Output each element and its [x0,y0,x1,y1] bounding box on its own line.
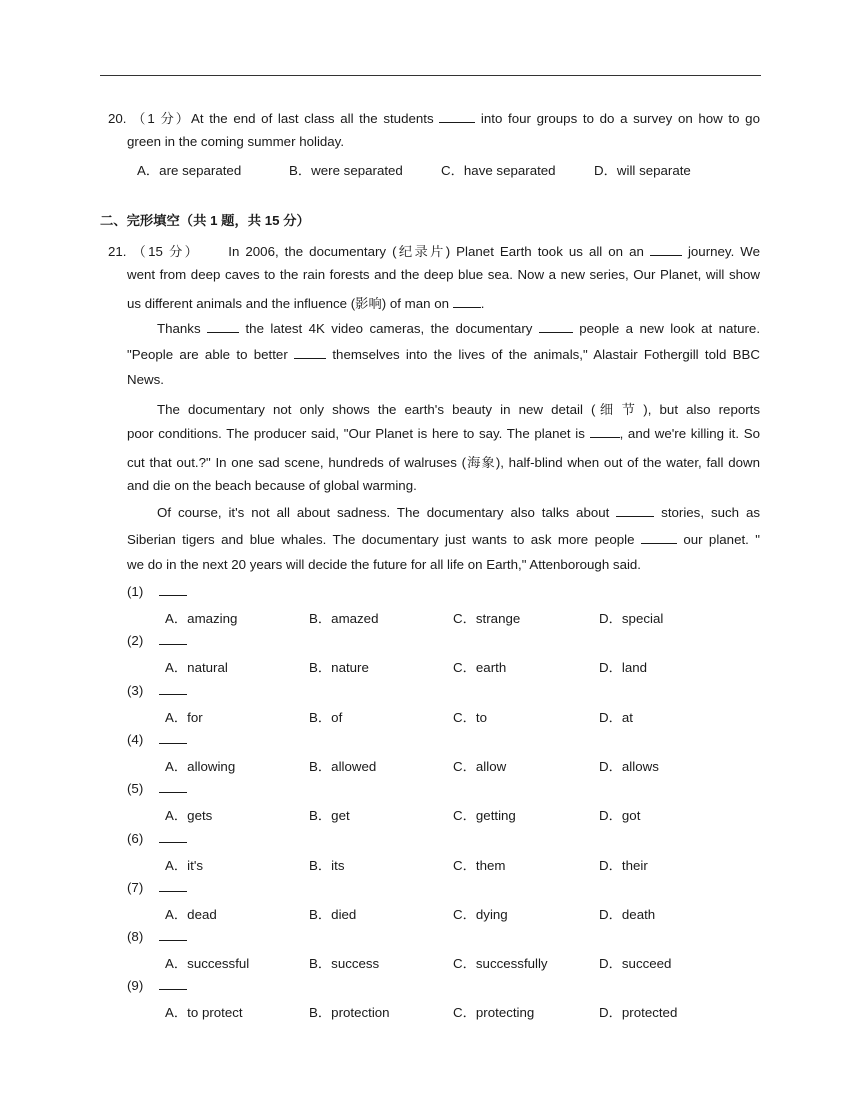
item-number [127,780,187,796]
option-text: dying [475,906,508,922]
item-option-a[interactable] [165,707,203,726]
q20-option-a[interactable] [137,160,241,179]
option-letter: B． [309,1005,332,1021]
option-letter: B． [309,808,332,824]
option-letter: A． [165,808,188,824]
option-text: amazed [331,611,379,626]
option-text: allowing [187,758,236,774]
blank-8[interactable] [641,531,677,544]
option-letter: B． [309,857,332,873]
option-letter: C． [453,1005,476,1021]
blank-2[interactable] [453,295,481,308]
item-answer-blank[interactable] [159,830,187,843]
q21-p3-line4: and die on the beach because of global warming. [127,478,417,493]
item-option-a[interactable] [165,953,249,972]
passage-chinese-gloss: 海象 [466,456,496,471]
option-letter: C． [441,163,464,178]
option-letter: A． [137,163,160,178]
option-text: earth [475,660,507,676]
q20-option-d[interactable] [594,160,691,179]
option-letter: D． [599,956,622,972]
option-text: its [331,857,345,873]
item-option-b[interactable] [309,855,344,874]
item-answer-blank[interactable] [159,583,187,596]
q21-p1-line2: went from deep caves to the rain forests and the deep blue sea. Now a new series, Our Planet, will show [127,267,760,282]
option-text: will separate [616,163,691,178]
item-number-label: (2) [127,633,144,649]
item-option-d[interactable] [599,657,647,676]
item-option-a[interactable] [165,608,237,627]
option-text: to [475,709,487,725]
option-text: protected [621,1005,678,1021]
item-number-label: (1) [127,584,144,599]
option-text: their [621,857,648,873]
blank-7[interactable] [616,504,654,517]
option-letter: A． [165,1005,188,1021]
item-option-c[interactable] [453,1002,534,1021]
option-text: it's [187,857,204,873]
option-text: get [331,808,350,824]
q20-text-a: At the end of last class all the students [190,111,434,126]
option-text: successfully [475,956,548,972]
item-option-d[interactable] [599,707,633,726]
q20-option-b[interactable] [289,160,403,179]
q21-p4-line1 [157,504,760,520]
option-letter: A． [165,709,188,725]
option-text: successful [187,956,250,972]
option-letter: D． [599,906,622,922]
q20-score: （1 分） [132,111,191,126]
passage-text: ), but also reports [643,402,761,417]
option-text: gets [187,808,213,824]
item-number [127,830,187,846]
item-option-a[interactable] [165,657,228,676]
passage-text: ) of man on [381,296,450,311]
item-answer-blank[interactable] [159,780,187,793]
passage-text: cut that out.?" In one sad scene, hundreds of walruses ( [127,455,467,470]
item-option-a[interactable] [165,904,217,923]
q21-p1-line3 [127,293,484,312]
option-letter: C． [453,660,476,676]
q20-number: 20. [108,111,127,126]
item-option-b[interactable] [309,657,369,676]
item-option-b[interactable] [309,707,342,726]
item-option-a[interactable] [165,756,235,775]
option-text: at [621,709,633,725]
option-text: got [621,808,641,824]
blank-1[interactable] [650,243,682,256]
blank-3[interactable] [207,320,239,333]
item-number [127,682,187,698]
item-option-c[interactable] [453,657,506,676]
q20-blank[interactable] [439,110,475,123]
item-answer-blank[interactable] [159,731,187,744]
q20-text-b: into four groups to do a survey on how to go [480,111,760,126]
option-letter: D． [599,1005,622,1021]
item-answer-blank[interactable] [159,977,187,990]
passage-text: ), half-blind when out of the water, fall down [495,455,761,470]
passage-text: "People are able to better [127,347,288,362]
passage-text: poor conditions. The producer said, "Our Planet is here to say. The planet is [127,426,585,441]
option-letter: C． [453,611,476,626]
option-text: allow [475,758,507,774]
q21-number: 21. [108,244,127,259]
item-answer-blank[interactable] [159,928,187,941]
option-text: natural [187,660,228,676]
q21-p2-line3: News. [127,372,164,387]
option-letter: A． [165,906,188,922]
option-text: are separated [159,163,242,178]
passage-text: Of course, it's not all about sadness. The documentary also talks about [157,505,610,520]
passage-text: . [480,296,485,311]
item-number-label: (5) [127,781,144,797]
option-letter: D． [599,857,622,873]
option-letter: B． [289,163,312,178]
item-number [127,583,187,599]
passage-chinese-gloss: 纪录片 [396,245,446,260]
option-letter: B． [309,906,332,922]
item-number [127,632,187,648]
q21-p4-line2 [127,531,760,547]
item-number-label: (4) [127,731,144,747]
passage-text: our planet. " [683,532,760,547]
q21-p2-line2 [127,346,760,362]
item-answer-blank[interactable] [159,879,187,892]
option-text: dead [187,906,217,922]
option-text: to protect [187,1005,243,1021]
option-text: for [187,709,203,725]
option-text: special [621,611,664,626]
item-option-a[interactable] [165,1002,243,1021]
option-letter: D． [594,163,617,178]
top-rule [100,75,761,76]
q21-p2-line1 [157,320,760,336]
item-option-a[interactable] [165,855,203,874]
passage-text: In 2006, the documentary ( [228,244,397,259]
item-number [127,928,187,944]
item-option-d[interactable] [599,608,663,627]
option-text: were separated [311,163,403,178]
option-letter: C． [453,758,476,774]
item-number-label: (7) [127,879,144,895]
item-number [127,731,187,747]
item-option-b[interactable] [309,608,378,627]
option-letter: A． [165,660,188,676]
passage-text: journey. We [687,244,761,259]
item-option-d[interactable] [599,904,655,923]
item-number [127,977,187,993]
item-option-b[interactable] [309,904,356,923]
item-option-d[interactable] [599,855,648,874]
passage-text: themselves into the lives of the animals," [332,347,588,362]
passage-chinese-gloss: 影响 [355,297,382,312]
q21-p3-line2 [127,425,760,441]
q20-option-c[interactable] [441,160,556,179]
item-option-d[interactable] [599,953,671,972]
item-option-d[interactable] [599,805,640,824]
option-letter: B． [309,660,332,676]
option-letter: D． [599,808,622,824]
option-text: allowed [331,758,377,774]
option-letter: D． [599,660,622,676]
passage-text: people a new look at nature. [579,321,761,336]
q21-score: （15 分） [132,244,201,259]
option-text: death [621,906,656,922]
option-text: protecting [475,1005,535,1021]
option-letter: A． [165,956,188,972]
passage-text: , and we're killing it. So [619,426,760,441]
option-text: success [331,956,380,972]
passage-text: us different animals and the influence ( [127,296,356,311]
option-letter: D． [599,709,622,725]
item-answer-blank[interactable] [159,632,187,645]
q21-p3-line3 [127,452,760,471]
q20-line1 [108,108,760,127]
item-option-b[interactable] [309,1002,390,1021]
passage-text: Alastair Fothergill told BBC [593,347,760,362]
item-option-d[interactable] [599,1002,677,1021]
option-letter: D． [599,611,622,626]
option-text: amazing [187,611,238,626]
option-letter: D． [599,758,622,774]
blank-5[interactable] [294,346,326,359]
option-letter: B． [309,758,332,774]
passage-text: the latest 4K video cameras, the documentary [245,321,533,336]
item-option-b[interactable] [309,756,376,775]
option-text: succeed [621,956,672,972]
passage-text: stories, such as [661,505,760,520]
item-option-c[interactable] [453,904,508,923]
item-number-label: (6) [127,830,144,846]
option-letter: C． [453,808,476,824]
passage-text: Siberian tigers and blue whales. The documentary just wants to ask more people [127,532,635,547]
q21-p1-line1 [108,241,760,260]
item-option-c[interactable] [453,953,548,972]
item-option-c[interactable] [453,756,506,775]
item-option-b[interactable] [309,805,350,824]
item-option-b[interactable] [309,953,379,972]
option-letter: C． [453,857,476,873]
option-letter: C． [453,709,476,725]
item-option-c[interactable] [453,855,505,874]
item-number-label: (9) [127,978,144,994]
passage-text: Thanks [157,321,201,336]
item-number-label: (3) [127,682,144,698]
passage-text: ) Planet Earth took us all on an [445,244,644,259]
option-letter: A． [165,758,188,774]
q21-p3-line1 [157,399,760,418]
item-option-c[interactable] [453,707,487,726]
option-text: land [621,660,648,676]
option-text: getting [475,808,516,824]
option-letter: B． [309,709,332,725]
q20-line2: green in the coming summer holiday. [127,134,345,149]
option-text: nature [331,660,369,676]
option-letter: C． [453,956,476,972]
option-letter: B． [309,611,332,626]
item-number [127,879,187,895]
option-text: of [331,709,343,725]
item-option-a[interactable] [165,805,212,824]
option-letter: A． [165,611,188,626]
item-option-c[interactable] [453,608,520,627]
item-answer-blank[interactable] [159,682,187,695]
option-text: strange [475,611,521,626]
option-letter: A． [165,857,188,873]
blank-4[interactable] [539,320,573,333]
item-number-label: (8) [127,929,144,945]
option-letter: C． [453,906,476,922]
option-text: them [475,857,506,873]
blank-6[interactable] [590,425,620,438]
item-option-d[interactable] [599,756,659,775]
section-heading: 二、完形填空（共 1 题，共 15 分） [100,213,310,228]
option-text: died [331,906,357,922]
option-text: allows [621,758,659,774]
passage-text: The documentary not only shows the earth's beauty in new detail ( [157,402,596,417]
option-letter: B． [309,956,332,972]
option-text: protection [331,1005,390,1021]
q21-p4-line3: we do in the next 20 years will decide the future for all life on Earth," Attenborough said. [127,557,642,572]
passage-chinese-gloss: 细节 [595,403,644,418]
option-text: have separated [463,163,556,178]
item-option-c[interactable] [453,805,516,824]
